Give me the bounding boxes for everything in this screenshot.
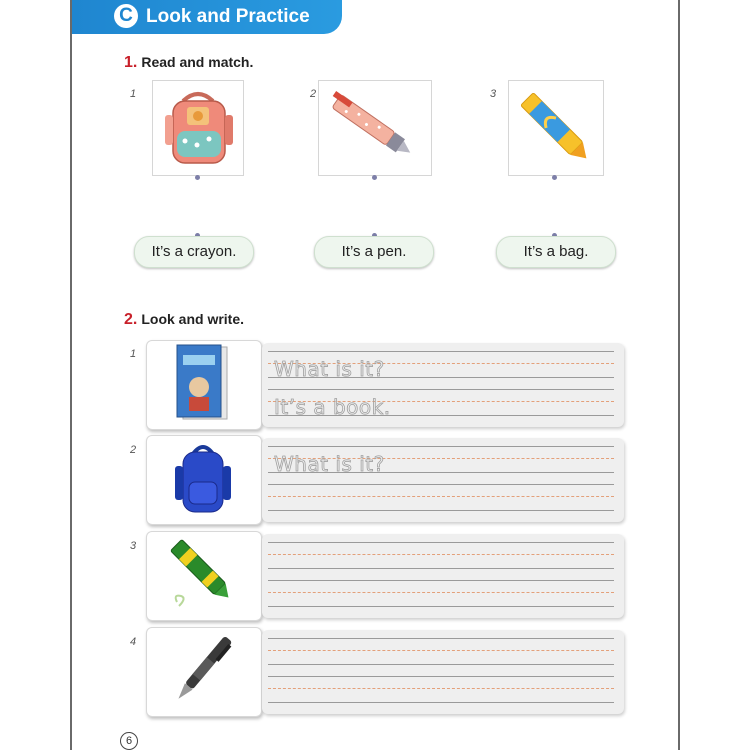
backpack-picture xyxy=(146,435,262,525)
trace-answer: It’s a book. xyxy=(274,395,391,419)
match-item-number: 1 xyxy=(130,88,137,100)
section-header xyxy=(72,0,342,34)
writing-row xyxy=(146,340,624,430)
exercise-2-title xyxy=(124,311,244,329)
ballpoint-pen-picture xyxy=(146,627,262,717)
match-dot[interactable] xyxy=(195,175,200,180)
row-number: 1 xyxy=(130,348,137,360)
match-dot[interactable] xyxy=(372,175,377,180)
exercise-2-number: 2. xyxy=(124,311,138,328)
writing-lines[interactable] xyxy=(262,534,624,618)
green-crayon-picture xyxy=(146,531,262,621)
worksheet-page xyxy=(70,0,680,750)
match-item-number: 2 xyxy=(310,88,317,100)
exercise-1-title xyxy=(124,54,253,72)
row-number: 2 xyxy=(130,444,137,456)
book-picture xyxy=(146,340,262,430)
exercise-2-instruction: Look and write. xyxy=(141,311,245,327)
section-letter: C xyxy=(114,4,138,28)
writing-row xyxy=(146,531,624,621)
row-number: 4 xyxy=(130,636,137,648)
writing-lines[interactable] xyxy=(262,630,624,714)
match-item-number: 3 xyxy=(490,88,497,100)
writing-row xyxy=(146,435,624,525)
exercise-1-instruction: Read and match. xyxy=(141,54,254,70)
answer-crayon: It’s a crayon. xyxy=(134,236,254,268)
match-dot[interactable] xyxy=(552,175,557,180)
section-header-title: Look and Practice xyxy=(146,6,310,27)
answer-bag: It’s a bag. xyxy=(496,236,616,268)
page-number: 6 xyxy=(120,732,138,750)
trace-question: What is it? xyxy=(274,452,385,476)
trace-question: What is it? xyxy=(274,357,385,381)
row-number: 3 xyxy=(130,540,137,552)
answer-pen: It’s a pen. xyxy=(314,236,434,268)
bag-picture xyxy=(152,80,244,176)
writing-lines[interactable] xyxy=(262,438,624,522)
crayon-picture xyxy=(508,80,604,176)
exercise-1-number: 1. xyxy=(124,54,138,71)
pen-picture xyxy=(318,80,432,176)
writing-row xyxy=(146,627,624,717)
writing-lines[interactable] xyxy=(262,343,624,427)
